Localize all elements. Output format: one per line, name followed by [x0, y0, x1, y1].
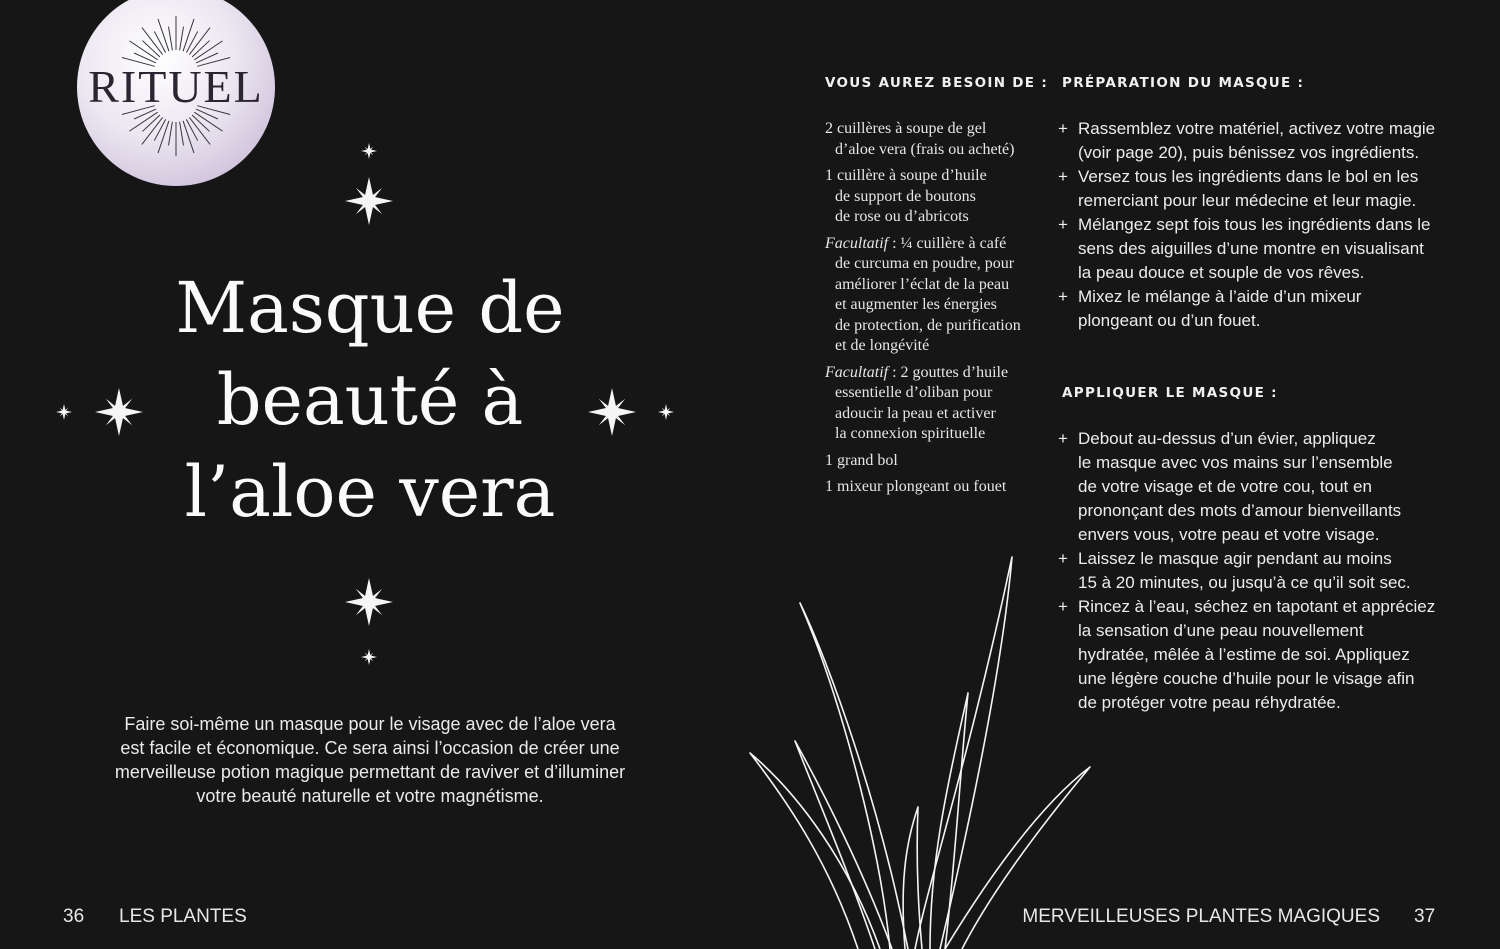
list-item: [1058, 285, 1458, 333]
list-item: [1058, 117, 1458, 165]
ingredient-line: adoucir la peau et activer: [835, 404, 996, 422]
intro-paragraph: [110, 712, 630, 808]
plus-bullet-icon: +: [1058, 597, 1068, 616]
title-line: beauté à: [216, 359, 524, 441]
list-item: [825, 234, 1050, 357]
sparkle-star-icon: [54, 402, 74, 427]
sparkle-star-icon: [359, 141, 379, 166]
step-line: de protéger votre peau réhydratée.: [1078, 693, 1341, 712]
step-line: Mélangez sept fois tous les ingrédients dans le: [1078, 215, 1431, 234]
optional-label: Facultatif: [825, 234, 889, 252]
plus-bullet-icon: +: [1058, 549, 1068, 568]
ingredient-text: : 2 gouttes d’huile: [888, 363, 1009, 381]
list-item: [825, 451, 1050, 472]
ingredient-line: et augmenter les énergies: [835, 296, 997, 313]
ingredient-line: améliorer l’éclat de la peau: [835, 275, 1010, 293]
preparation-steps: [1058, 117, 1458, 333]
plus-bullet-icon: +: [1058, 215, 1068, 234]
preparation-heading: PRÉPARATION DU MASQUE :: [1062, 75, 1305, 91]
list-item: [1058, 547, 1458, 595]
left-page-number: 36: [63, 906, 85, 927]
step-line: prononçant des mots d’amour bienveillants: [1078, 501, 1402, 520]
ingredient-line: d’aloe vera (frais ou acheté): [835, 140, 1015, 158]
step-line: sens des aiguilles d’une montre en visualisant: [1078, 239, 1424, 258]
sparkle-star-icon: [359, 647, 379, 672]
step-line: Debout au-dessus d’un évier, appliquez: [1078, 429, 1376, 448]
right-running-title: MERVEILLEUSES PLANTES MAGIQUES: [1022, 906, 1380, 927]
step-line: (voir page 20), puis bénissez vos ingrédients.: [1078, 143, 1420, 162]
step-line: Versez tous les ingrédients dans le bol en les: [1078, 167, 1419, 186]
list-item: [1058, 213, 1458, 285]
step-line: 15 à 20 minutes, ou jusqu’à ce qu’il soit sec.: [1078, 573, 1411, 592]
intro-line: votre beauté naturelle et votre magnétisme.: [196, 786, 544, 806]
list-item: [825, 363, 1050, 445]
ingredients-list: [825, 119, 1050, 504]
ingredient-line: [825, 363, 1050, 384]
ingredient-line: la connexion spirituelle: [835, 425, 986, 442]
application-steps: [1058, 427, 1458, 715]
rituel-badge: [77, 0, 275, 186]
step-line: envers vous, votre peau et votre visage.: [1078, 525, 1380, 544]
ingredient-text: : ¼ cuillère à café: [888, 234, 1007, 252]
list-item: [825, 477, 1050, 498]
step-line: plongeant ou d’un fouet.: [1078, 311, 1261, 330]
ingredient-line: de protection, de purification: [835, 316, 1021, 334]
sparkle-star-icon: [343, 576, 395, 633]
optional-label: Facultatif: [825, 363, 889, 381]
intro-line: est facile et économique. Ce sera ainsi l’occasion de créer une: [120, 738, 620, 758]
ingredient-line: essentielle d’oliban pour: [835, 384, 993, 401]
step-line: remerciant pour leur médecine et leur magie.: [1078, 191, 1417, 210]
ingredient-line: de rose ou d’abricots: [835, 208, 969, 225]
ingredient-line: [825, 234, 1050, 255]
step-line: le masque avec vos mains sur l’ensemble: [1078, 453, 1393, 472]
step-line: Rassemblez votre matériel, activez votre magie: [1078, 119, 1436, 138]
sparkle-star-icon: [656, 402, 676, 427]
list-item: [825, 119, 1050, 160]
sparkle-star-icon: [586, 386, 638, 443]
ingredient-line: de support de boutons: [835, 187, 976, 205]
step-line: Laissez le masque agir pendant au moins: [1078, 549, 1392, 568]
aloe-plant-illustration: [740, 545, 1100, 949]
intro-line: Faire soi-même un masque pour le visage avec de l’aloe vera: [124, 714, 616, 734]
step-line: la sensation d’une peau nouvellement: [1078, 621, 1364, 640]
step-line: de votre visage et de votre cou, tout en: [1078, 477, 1372, 496]
left-running-title: LES PLANTES: [119, 906, 247, 927]
title-line: l’aloe vera: [184, 451, 556, 533]
sparkle-star-icon: [93, 386, 145, 443]
list-item: [825, 166, 1050, 228]
application-heading: APPLIQUER LE MASQUE :: [1062, 385, 1278, 401]
step-line: Mixez le mélange à l’aide d’un mixeur: [1078, 287, 1362, 306]
right-page-number: 37: [1414, 906, 1436, 927]
badge-label: RITUEL: [88, 61, 264, 112]
page-title: [150, 262, 590, 538]
step-line: la peau douce et souple de vos rêves.: [1078, 263, 1365, 282]
ingredients-heading: VOUS AUREZ BESOIN DE :: [825, 75, 1049, 91]
ingredient-line: de curcuma en poudre, pour: [835, 255, 1015, 272]
step-line: une légère couche d’huile pour le visage afin: [1078, 669, 1415, 688]
plus-bullet-icon: +: [1058, 287, 1068, 306]
ingredient-line: 1 mixeur plongeant ou fouet: [825, 478, 1007, 495]
ingredient-line: et de longévité: [835, 337, 930, 354]
plus-bullet-icon: +: [1058, 119, 1068, 138]
ingredient-line: 1 grand bol: [825, 451, 898, 469]
ingredient-line: 1 cuillère à soupe d’huile: [825, 167, 987, 184]
ingredient-line: 2 cuillères à soupe de gel: [825, 120, 987, 137]
plus-bullet-icon: +: [1058, 429, 1068, 448]
list-item: [1058, 595, 1458, 715]
list-item: [1058, 427, 1458, 547]
sparkle-star-icon: [343, 175, 395, 232]
step-line: Rincez à l’eau, séchez en tapotant et appréciez: [1078, 597, 1436, 616]
step-line: hydratée, mêlée à l’estime de soi. Appliquez: [1078, 645, 1410, 664]
intro-line: merveilleuse potion magique permettant de raviver et d’illuminer: [114, 762, 626, 782]
title-line: Masque de: [175, 267, 565, 349]
plus-bullet-icon: +: [1058, 167, 1068, 186]
list-item: [1058, 165, 1458, 213]
